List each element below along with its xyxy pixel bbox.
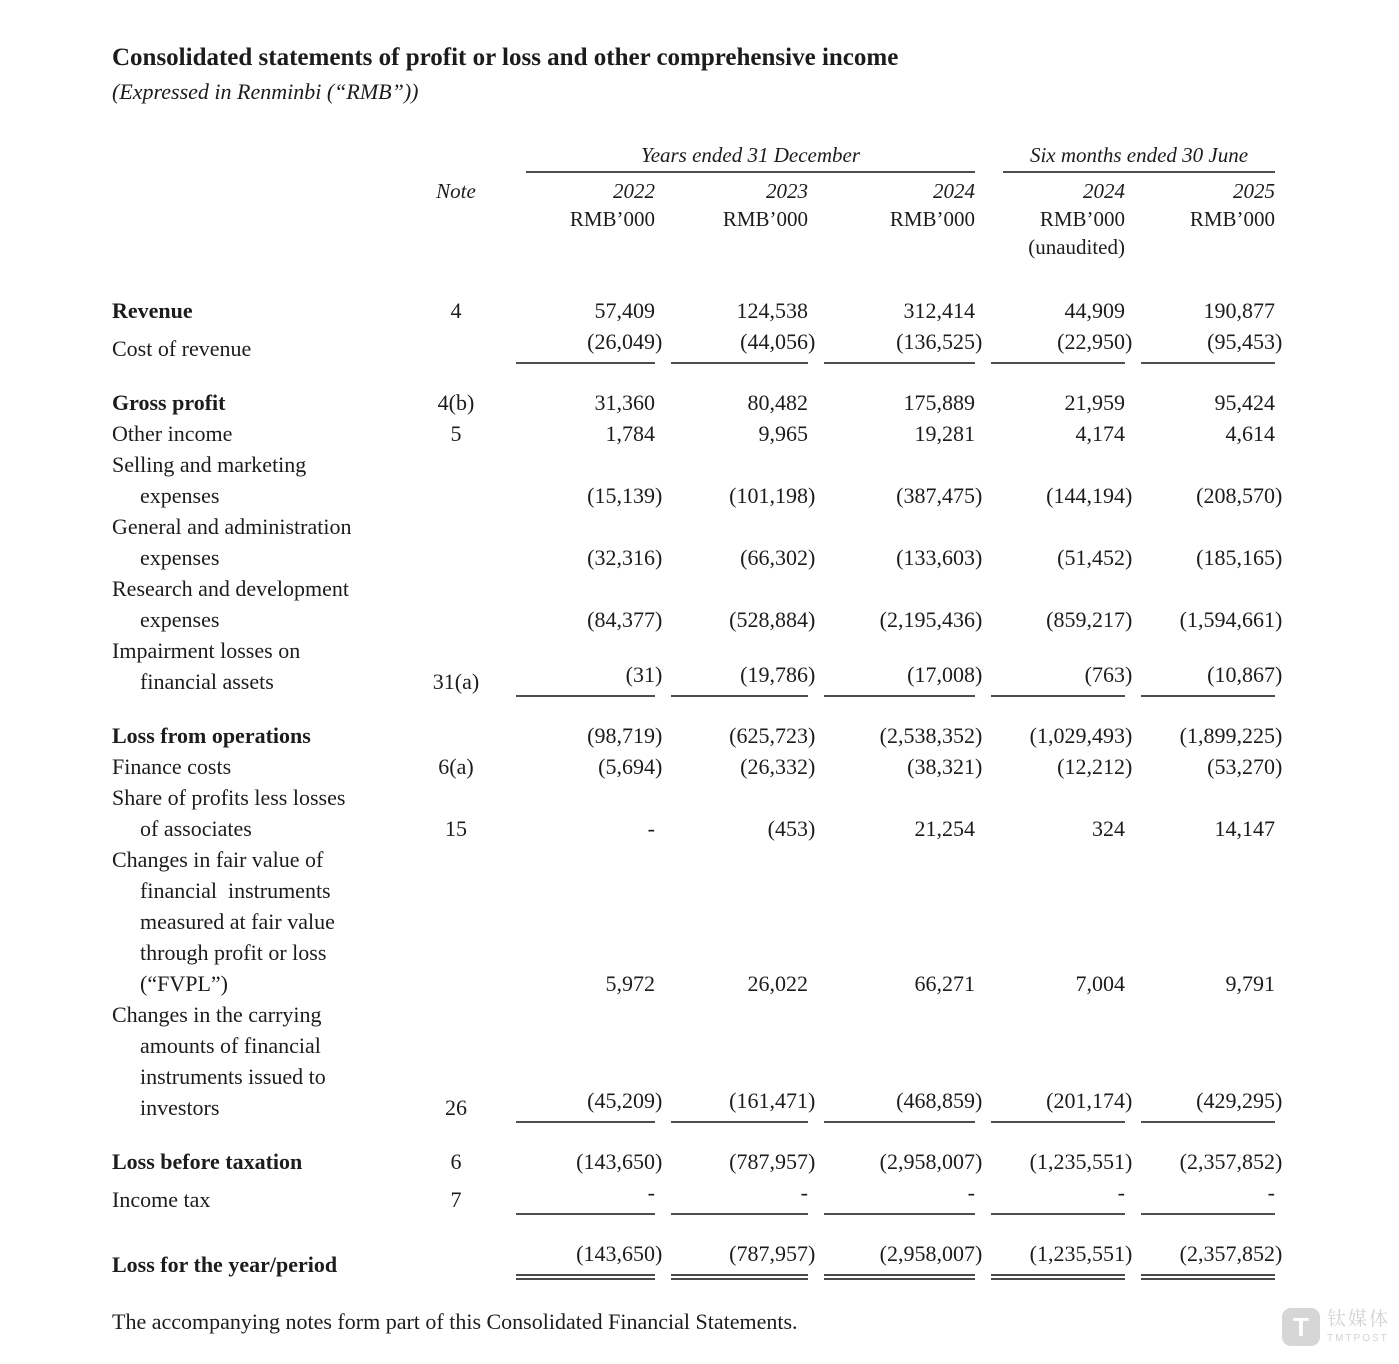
row-note: 15 — [445, 816, 467, 841]
row-label: General and administration expenses — [112, 514, 352, 570]
row-label: Income tax — [112, 1187, 211, 1212]
cell-value: (84,377) — [587, 607, 663, 632]
cell-value: (201,174) — [975, 1085, 1125, 1123]
row-label: Revenue — [112, 298, 193, 323]
cell-value: (1,899,225) — [1179, 723, 1283, 748]
row-label: Loss from operations — [112, 723, 311, 748]
cell-value: 80,482 — [747, 390, 808, 415]
row-label: Cost of revenue — [112, 336, 252, 361]
table-row — [112, 326, 1283, 364]
cell-value: (625,723) — [729, 723, 816, 748]
table-row — [112, 295, 1275, 326]
cell-value: - — [975, 1177, 1125, 1215]
row-note: 7 — [450, 1187, 462, 1212]
table-row — [112, 782, 1275, 844]
cell-value: (2,195,436) — [879, 607, 983, 632]
table-body — [112, 295, 1283, 1280]
cell-value: (38,321) — [907, 754, 983, 779]
cell-value: 124,538 — [736, 298, 808, 323]
cell-value: (429,295) — [1125, 1085, 1275, 1123]
row-label: Finance costs — [112, 754, 232, 779]
cell-value: - — [808, 1177, 975, 1215]
row-label: Impairment losses on financial assets — [112, 638, 301, 694]
table-row — [112, 449, 1283, 511]
row-note: 6(a) — [438, 754, 474, 779]
cell-value: (763) — [975, 659, 1125, 697]
column-header-2025-interim: 2025 RMB’000 — [1189, 179, 1275, 231]
table-header-groups — [112, 141, 1275, 173]
cell-value: 9,791 — [1225, 971, 1275, 996]
cell-value: (859,217) — [1046, 607, 1133, 632]
cell-value: (387,475) — [896, 483, 983, 508]
cell-value: (136,525) — [808, 326, 975, 364]
cell-value: 7,004 — [1075, 971, 1125, 996]
cell-value: 1,784 — [605, 421, 655, 446]
cell-value: (32,316) — [587, 545, 663, 570]
cell-value: (453) — [767, 816, 816, 841]
cell-value: (787,957) — [655, 1238, 808, 1280]
cell-value: (44,056) — [655, 326, 808, 364]
table-row — [112, 418, 1275, 449]
cell-value: (161,471) — [655, 1085, 808, 1123]
cell-value: (45,209) — [500, 1085, 655, 1123]
table-row — [112, 720, 1283, 751]
cell-value: 26,022 — [747, 971, 808, 996]
table-row — [112, 387, 1275, 418]
cell-value: (12,212) — [1057, 754, 1133, 779]
note-column-header: Note — [436, 179, 476, 203]
cell-value: (2,357,852) — [1179, 1149, 1283, 1174]
cell-value: - — [647, 816, 655, 841]
page-subtitle: (Expressed in Renminbi (“RMB”)) — [112, 79, 419, 104]
table-row — [112, 573, 1283, 635]
financial-table — [112, 141, 1283, 1280]
table-row — [112, 844, 1275, 999]
footer-note: The accompanying notes form part of this Consolidated Financial Statements. — [112, 1309, 798, 1334]
cell-value: (1,594,661) — [1179, 607, 1283, 632]
cell-value: 4,614 — [1225, 421, 1275, 446]
column-header-2024-interim: 2024 RMB’000 (unaudited) — [1028, 179, 1125, 259]
table-header-columns — [112, 177, 1275, 261]
cell-value: (787,957) — [729, 1149, 816, 1174]
row-label: Other income — [112, 421, 233, 446]
table-row — [112, 751, 1283, 782]
col-group-annual: Years ended 31 December — [526, 141, 975, 173]
cell-value: 66,271 — [914, 971, 975, 996]
cell-value: 19,281 — [914, 421, 975, 446]
cell-value: (95,453) — [1125, 326, 1275, 364]
cell-value: - — [1125, 1177, 1275, 1215]
cell-value: (2,958,007) — [879, 1149, 983, 1174]
cell-value: 5,972 — [605, 971, 655, 996]
cell-value: (19,786) — [655, 659, 808, 697]
cell-value: (144,194) — [1046, 483, 1133, 508]
table-row — [112, 635, 1283, 697]
row-label: Changes in the carrying amounts of financial instruments issued to investors — [112, 1002, 326, 1120]
cell-value: (468,859) — [808, 1085, 975, 1123]
column-header-2022: 2022 RMB’000 — [569, 179, 655, 231]
cell-value: 57,409 — [594, 298, 655, 323]
watermark-name-cn: 钛媒体 — [1326, 1309, 1390, 1331]
row-label: Changes in fair value of financial instruments measured at fair value through profit or loss (“FVPL”) — [112, 847, 335, 996]
cell-value: (185,165) — [1196, 545, 1283, 570]
cell-value: (208,570) — [1196, 483, 1283, 508]
column-header-2023: 2023 RMB’000 — [722, 179, 808, 231]
table-row — [112, 1238, 1283, 1280]
cell-value: (1,235,551) — [1029, 1149, 1133, 1174]
cell-value: (133,603) — [896, 545, 983, 570]
row-label: Loss for the year/period — [112, 1252, 338, 1277]
tmtpost-watermark — [1282, 1308, 1390, 1346]
row-label: Selling and marketing expenses — [112, 452, 307, 508]
cell-value: - — [655, 1177, 808, 1215]
row-label: Gross profit — [112, 390, 226, 415]
cell-value: (143,650) — [500, 1238, 655, 1280]
cell-value: 190,877 — [1203, 298, 1275, 323]
cell-value: (101,198) — [729, 483, 816, 508]
cell-value: 95,424 — [1214, 390, 1275, 415]
column-header-2024: 2024 RMB’000 — [889, 179, 975, 231]
cell-value: (2,357,852) — [1125, 1238, 1275, 1280]
row-label: Loss before taxation — [112, 1149, 303, 1174]
cell-value: (1,235,551) — [975, 1238, 1125, 1280]
cell-value: 312,414 — [903, 298, 975, 323]
row-label: Share of profits less losses of associates — [112, 785, 346, 841]
cell-value: (51,452) — [1057, 545, 1133, 570]
cell-value: 175,889 — [903, 390, 975, 415]
cell-value: 44,909 — [1064, 298, 1125, 323]
table-row — [112, 999, 1283, 1123]
cell-value: (17,008) — [808, 659, 975, 697]
cell-value: (31) — [500, 659, 655, 697]
cell-value: (26,332) — [740, 754, 816, 779]
cell-value: (5,694) — [598, 754, 663, 779]
cell-value: (2,538,352) — [879, 723, 983, 748]
cell-value: 4,174 — [1075, 421, 1125, 446]
table-row — [112, 1177, 1275, 1215]
row-label: Research and development expenses — [112, 576, 350, 632]
cell-value: (10,867) — [1125, 659, 1275, 697]
cell-value: 21,959 — [1064, 390, 1125, 415]
cell-value: (53,270) — [1207, 754, 1283, 779]
col-group-interim: Six months ended 30 June — [1003, 141, 1275, 173]
table-row — [112, 511, 1283, 573]
row-note: 6 — [450, 1149, 462, 1174]
watermark-name-en: TMTPOST — [1326, 1332, 1389, 1344]
cell-value: (1,029,493) — [1029, 723, 1133, 748]
cell-value: (26,049) — [500, 326, 655, 364]
table-row — [112, 1146, 1283, 1177]
page-title: Consolidated statements of profit or loss and other comprehensive income — [112, 44, 899, 71]
row-note: 5 — [450, 421, 462, 446]
cell-value: (22,950) — [975, 326, 1125, 364]
cell-value: (2,958,007) — [808, 1238, 975, 1280]
cell-value: (98,719) — [587, 723, 663, 748]
row-note: 26 — [445, 1095, 467, 1120]
cell-value: 21,254 — [914, 816, 975, 841]
row-note: 4(b) — [437, 390, 475, 415]
row-note: 4 — [450, 298, 462, 323]
tmtpost-logo-icon: T — [1282, 1308, 1320, 1346]
cell-value: 9,965 — [758, 421, 808, 446]
cell-value: - — [500, 1177, 655, 1215]
cell-value: 14,147 — [1214, 816, 1275, 841]
cell-value: 324 — [1092, 816, 1125, 841]
cell-value: (528,884) — [729, 607, 816, 632]
cell-value: (15,139) — [587, 483, 663, 508]
cell-value: (66,302) — [740, 545, 816, 570]
cell-value: (143,650) — [576, 1149, 663, 1174]
row-note: 31(a) — [432, 669, 480, 694]
cell-value: 31,360 — [594, 390, 655, 415]
